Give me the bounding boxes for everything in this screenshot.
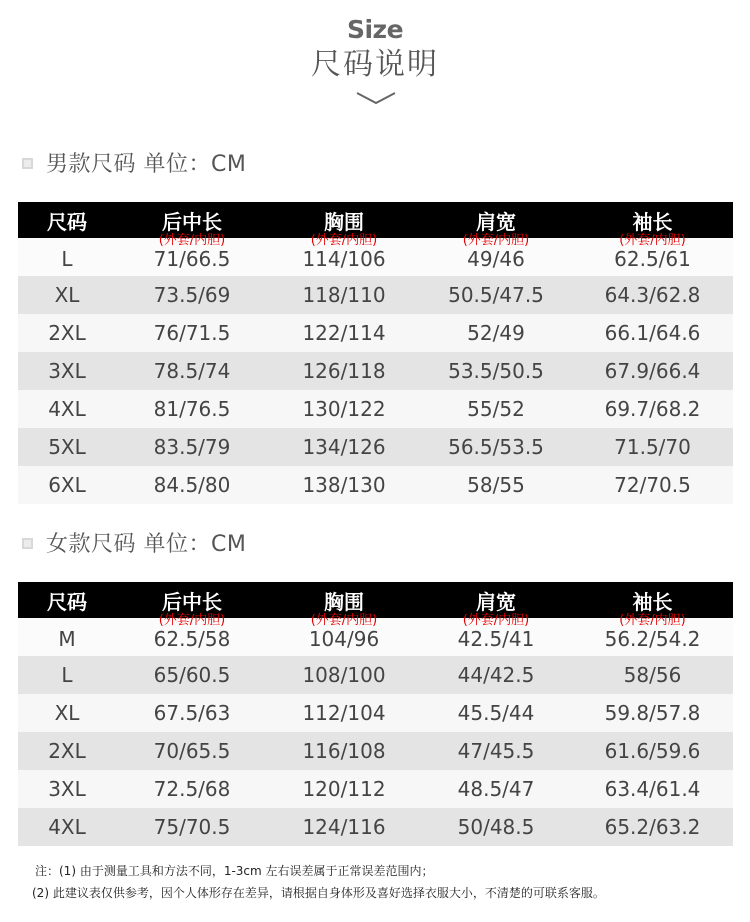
measure-cell (420, 694, 572, 732)
cell-value: 114/106 (302, 247, 386, 271)
cell-value: 2XL (48, 739, 86, 763)
cell-value: 84.5/80 (153, 473, 231, 497)
square-bullet-icon (22, 538, 33, 549)
cell-value: 63.4/61.4 (604, 777, 701, 801)
measure-cell (572, 314, 733, 352)
cell-value: 4XL (48, 815, 86, 839)
measure-cell (116, 390, 268, 428)
cell-value: 122/114 (302, 321, 386, 345)
sub-note-label: (外套/内胆) (619, 233, 686, 248)
cell-value: 61.6/59.6 (604, 739, 701, 763)
measure-cell (420, 233, 572, 276)
cell-value: 4XL (48, 397, 86, 421)
measure-cell (572, 694, 733, 732)
measure-cell (116, 314, 268, 352)
table-row (18, 428, 733, 466)
sub-note-label: (外套/内胆) (462, 233, 530, 248)
measure-cell (572, 613, 733, 656)
square-bullet-icon (22, 158, 33, 169)
measure-cell (420, 352, 572, 390)
measure-cell (116, 732, 268, 770)
size-cell (18, 352, 116, 390)
cell-value: 76/71.5 (153, 321, 231, 345)
measure-cell (420, 770, 572, 808)
cell-value: 55/52 (467, 397, 525, 421)
measure-cell (116, 613, 268, 656)
cell-value: 120/112 (302, 777, 386, 801)
measure-cell (268, 352, 420, 390)
measure-cell (420, 276, 572, 314)
cell-value: XL (54, 701, 80, 725)
measure-cell (268, 694, 420, 732)
measure-cell (572, 656, 733, 694)
cell-value: 71/66.5 (153, 247, 231, 271)
measure-cell (268, 656, 420, 694)
cell-value: 3XL (48, 359, 86, 383)
table-row (18, 656, 733, 694)
size-header (0, 14, 750, 83)
cell-value: 52/49 (467, 321, 525, 345)
measure-cell (268, 314, 420, 352)
size-cell (18, 694, 116, 732)
column-header: 袖长 (572, 202, 733, 238)
size-cell (18, 238, 116, 276)
men-section-label: 男款尺码 单位：CM (46, 151, 247, 177)
size-cell (18, 618, 116, 656)
measure-cell (420, 656, 572, 694)
cell-value: M (58, 627, 76, 651)
measure-cell (420, 428, 572, 466)
table-row (18, 618, 733, 656)
cell-value: 78.5/74 (153, 359, 231, 383)
column-header: 尺码 (18, 582, 116, 618)
cell-value: 66.1/64.6 (604, 321, 701, 345)
cell-value: 71.5/70 (614, 435, 691, 459)
cell-value: 67.9/66.4 (604, 359, 701, 383)
measure-cell (268, 613, 420, 656)
measure-cell (116, 276, 268, 314)
cell-value: 2XL (48, 321, 86, 345)
cell-value: 124/116 (302, 815, 386, 839)
column-header: 肩宽 (420, 582, 572, 618)
measure-cell (572, 808, 733, 846)
cell-value: 75/70.5 (153, 815, 231, 839)
measure-cell (572, 770, 733, 808)
cell-value: 108/100 (302, 663, 386, 687)
chevron-down-icon (355, 89, 397, 107)
measure-cell (268, 808, 420, 846)
cell-value: 62.5/61 (614, 247, 691, 271)
cell-value: 56.2/54.2 (604, 627, 701, 651)
sub-note-label: (外套/内胆) (310, 233, 378, 248)
notes (32, 860, 605, 904)
table-row (18, 808, 733, 846)
measure-cell (572, 428, 733, 466)
cell-value: 73.5/69 (153, 283, 231, 307)
measure-cell (116, 428, 268, 466)
size-cell (18, 428, 116, 466)
note-line-2: (2) 此建议表仅供参考，因个人体形存在差异，请根据自身体形及喜好选择衣服大小，不清楚的可联系客服。 (32, 886, 605, 900)
cell-value: 62.5/58 (153, 627, 231, 651)
cell-value: 72.5/68 (153, 777, 231, 801)
measure-cell (268, 233, 420, 276)
sub-note-label: (外套/内胆) (158, 613, 226, 628)
measure-cell (420, 314, 572, 352)
column-header: 后中长 (116, 582, 268, 618)
size-cell (18, 656, 116, 694)
measure-cell (116, 466, 268, 504)
cell-value: 3XL (48, 777, 86, 801)
table-row (18, 390, 733, 428)
size-cell (18, 276, 116, 314)
measure-cell (420, 466, 572, 504)
men-size-table (18, 202, 733, 504)
cell-value: 48.5/47 (457, 777, 535, 801)
size-cell (18, 466, 116, 504)
cell-value: 58/56 (623, 663, 682, 687)
cell-value: 65.2/63.2 (604, 815, 701, 839)
measure-cell (420, 390, 572, 428)
size-cell (18, 808, 116, 846)
column-header: 肩宽 (420, 202, 572, 238)
measure-cell (572, 732, 733, 770)
column-header: 胸围 (268, 202, 420, 238)
cell-value: 59.8/57.8 (604, 701, 701, 725)
women-size-table (18, 582, 733, 846)
cell-value: L (61, 247, 73, 271)
cell-value: 6XL (48, 473, 86, 497)
cell-value: 70/65.5 (153, 739, 231, 763)
cell-value: 58/55 (467, 473, 525, 497)
sub-note-label: (外套/内胆) (158, 233, 226, 248)
cell-value: 104/96 (308, 627, 380, 651)
measure-cell (572, 276, 733, 314)
cell-value: 49/46 (467, 247, 525, 271)
column-header: 后中长 (116, 202, 268, 238)
measure-cell (572, 233, 733, 276)
table-header-row (18, 582, 733, 618)
table-row (18, 352, 733, 390)
cell-value: 50.5/47.5 (448, 283, 544, 307)
table-row (18, 770, 733, 808)
column-header: 尺码 (18, 202, 116, 238)
measure-cell (116, 770, 268, 808)
table-row (18, 238, 733, 276)
measure-cell (116, 694, 268, 732)
cell-value: 112/104 (302, 701, 386, 725)
sub-note-label: (外套/内胆) (462, 613, 530, 628)
measure-cell (116, 233, 268, 276)
cell-value: XL (54, 283, 80, 307)
measure-cell (268, 428, 420, 466)
cell-value: 116/108 (302, 739, 386, 763)
cell-value: 65/60.5 (153, 663, 231, 687)
measure-cell (116, 352, 268, 390)
size-cell (18, 732, 116, 770)
cell-value: 50/48.5 (457, 815, 535, 839)
measure-cell (268, 770, 420, 808)
measure-cell (572, 466, 733, 504)
table-row (18, 466, 733, 504)
cell-value: 47/45.5 (457, 739, 535, 763)
column-header: 胸围 (268, 582, 420, 618)
measure-cell (572, 352, 733, 390)
cell-value: 64.3/62.8 (604, 283, 701, 307)
sub-note-label: (外套/内胆) (310, 613, 378, 628)
column-header: 袖长 (572, 582, 733, 618)
cell-value: 67.5/63 (153, 701, 231, 725)
measure-cell (420, 732, 572, 770)
cell-value: 138/130 (302, 473, 386, 497)
cell-value: 53.5/50.5 (448, 359, 544, 383)
sub-note-label: (外套/内胆) (619, 613, 686, 628)
measure-cell (268, 276, 420, 314)
measure-cell (116, 808, 268, 846)
cell-value: L (61, 663, 73, 687)
table-header-row (18, 202, 733, 238)
women-section-label: 女款尺码 单位：CM (46, 531, 247, 557)
size-title-cn: 尺码说明 (311, 47, 439, 82)
measure-cell (268, 732, 420, 770)
cell-value: 83.5/79 (153, 435, 231, 459)
men-section-title (22, 147, 246, 177)
measure-cell (572, 390, 733, 428)
note-line-1: 注：(1) 由于测量工具和方法不同，1-3cm 左右误差属于正常误差范围内； (35, 864, 434, 878)
cell-value: 56.5/53.5 (448, 435, 544, 459)
size-cell (18, 314, 116, 352)
cell-value: 81/76.5 (153, 397, 231, 421)
cell-value: 134/126 (302, 435, 386, 459)
table-row (18, 694, 733, 732)
table-row (18, 732, 733, 770)
cell-value: 5XL (48, 435, 86, 459)
measure-cell (268, 466, 420, 504)
measure-cell (420, 808, 572, 846)
cell-value: 42.5/41 (457, 627, 535, 651)
cell-value: 44/42.5 (457, 663, 535, 687)
table-row (18, 276, 733, 314)
cell-value: 130/122 (302, 397, 386, 421)
cell-value: 69.7/68.2 (604, 397, 701, 421)
size-cell (18, 390, 116, 428)
measure-cell (268, 390, 420, 428)
cell-value: 118/110 (302, 283, 386, 307)
cell-value: 72/70.5 (614, 473, 691, 497)
measure-cell (420, 613, 572, 656)
measure-cell (116, 656, 268, 694)
table-row (18, 314, 733, 352)
size-cell (18, 770, 116, 808)
cell-value: 126/118 (302, 359, 386, 383)
women-section-title (22, 527, 246, 557)
cell-value: 45.5/44 (457, 701, 535, 725)
size-title-en: Size (346, 15, 404, 44)
